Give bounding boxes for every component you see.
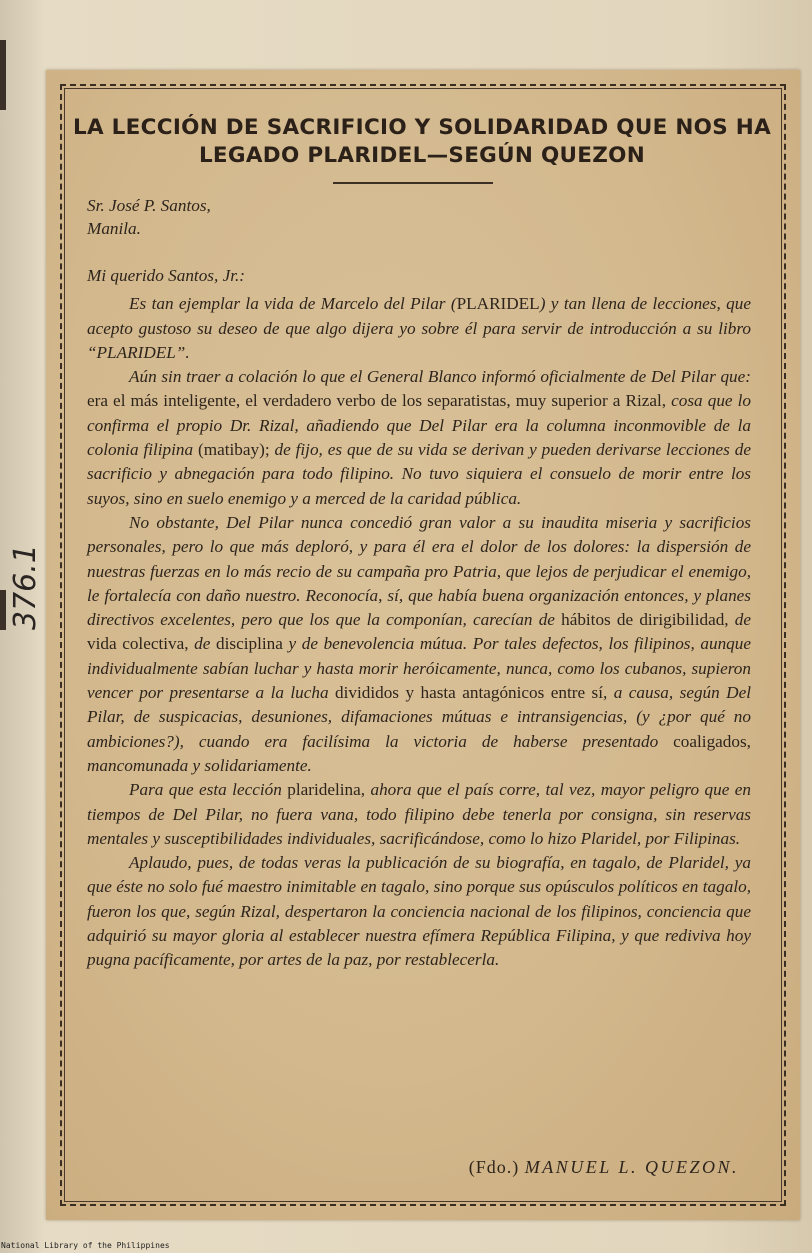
paragraph-segment: de [194, 634, 211, 654]
signature-name: MANUEL L. QUEZON. [524, 1157, 739, 1177]
paragraph-segment: divididos y hasta antagónicos entre sí, [328, 683, 614, 703]
letter-paragraphs [87, 292, 751, 972]
letter-paragraph [87, 778, 751, 851]
paragraph-segment: era el más inteligente, el verdadero verbo de los separatistas, muy superior a Rizal, [87, 391, 672, 411]
article-body [87, 194, 751, 973]
paragraph-segment: No obstante, Del Pilar nunca concedió gran valor a su inaudita miseria y sacrificios personales, pero lo que más deploró, y para él era el dolor de los dolores: la dispersión de nuestras fuerzas en lo más recio de su campaña pro Patria, que lejos de perjudicar el enemigo, le fortalecía con daño nuestro. Reconocía, sí, que había buena organización entonces, y planes directivos excelentes, pero que los que la componían, carecían de [87, 512, 751, 630]
paragraph-segment: ) y tan llena de lecciones, que acepto gustoso su deseo de que algo dijera yo sobre él para servir de introducción a su libro “PLARIDEL”. [87, 294, 751, 362]
paragraph-segment: de [734, 610, 751, 630]
letter-paragraph [87, 851, 751, 972]
paragraph-segment: a causa, según Del Pilar, de suspicacias, desuniones, difamaciones mútuas e intransigencias, (y ¿por qué no ambiciones?), cuando era facilísima la victoria de haberse presentado [87, 683, 751, 751]
paragraph-segment: PLARIDEL [456, 294, 540, 314]
paragraph-segment: ahora que el país corre, tal vez, mayor peligro que en tiempos de Del Pilar, no fuera vana, todo filipino debe tenerla por consigna, sin reservas mentales y susceptibilidades individuales, sacrificándose, como lo hizo Plaridel, por Filipinas. [87, 780, 751, 848]
paragraph-segment: plaridelina, [281, 780, 371, 800]
letter-paragraph [87, 292, 751, 365]
signature-prefix: (Fdo.) [468, 1157, 520, 1177]
paragraph-segment: Aún sin traer a colación lo que el General Blanco informó oficialmente de Del Pilar que: [129, 367, 751, 387]
paragraph-segment: de fijo, es que de su vida se derivan y pueden derivarse lecciones de sacrificio y abnegación para todo filipino. No tuvo siquiera el consuelo de morir entre los suyos, sino en suelo enemigo y a merced de la caridad pública. [87, 440, 751, 508]
paragraph-segment: Es tan ejemplar la vida de Marcelo del Pilar ( [129, 294, 457, 314]
paragraph-segment: mancomunada y solidariamente. [87, 755, 312, 775]
paragraph-segment: disciplina [210, 634, 289, 654]
handwritten-catalog-number: 376.1 [8, 544, 43, 630]
title-divider [333, 182, 493, 184]
paragraph-segment: Aplaudo, pues, de todas veras la publicación de su biografía, en tagalo, de Plaridel, ya que éste no solo fué maestro inimitable en tagalo, sino porque sus opúsculos políticos en tagalo, fueron los que, según Rizal, despertaron la conciencia nacional de los filipinos, conciencia que adquirió su mayor gloria al establecer nuestra efímera República Filipina, y que rediviva hoy pugna pacíficamente, por artes de la paz, por restablecerla. [87, 853, 751, 970]
paragraph-segment: cosa que lo confirma el propio Dr. Rizal, añadiendo que Del Pilar era la columna inconmovible de la colonia filipina [87, 391, 751, 460]
paragraph-segment: (matibay); [193, 440, 275, 460]
addressee-place: Manila. [87, 219, 141, 238]
newspaper-clipping [46, 70, 800, 1220]
paragraph-segment: Para que esta lección [129, 780, 282, 800]
paragraph-segment: coaligados, [658, 731, 751, 751]
letter-paragraph [87, 365, 751, 511]
paragraph-segment: hábitos de dirigibilidad, [554, 610, 735, 630]
addressee-name: Sr. José P. Santos, [87, 196, 211, 215]
archive-credit: National Library of the Philippines [1, 1241, 170, 1250]
signature [87, 1157, 739, 1178]
letter-paragraph [87, 511, 751, 778]
paragraph-segment: y de benevolencia mútua. Por tales defectos, los filipinos, aunque individualmente sabían luchar y hasta morir heróicamente, nunca, como los cubanos, supieron vencer por presentarse a la lucha [87, 634, 751, 703]
paragraph-segment: vida colectiva, [87, 634, 195, 654]
article-title: LA LECCIÓN DE SACRIFICIO Y SOLIDARIDAD QUE NOS HA LEGADO PLARIDEL—SEGÚN QUEZON [72, 115, 772, 168]
greeting: Mi querido Santos, Jr.: [87, 266, 246, 285]
margin-mark [0, 40, 6, 110]
